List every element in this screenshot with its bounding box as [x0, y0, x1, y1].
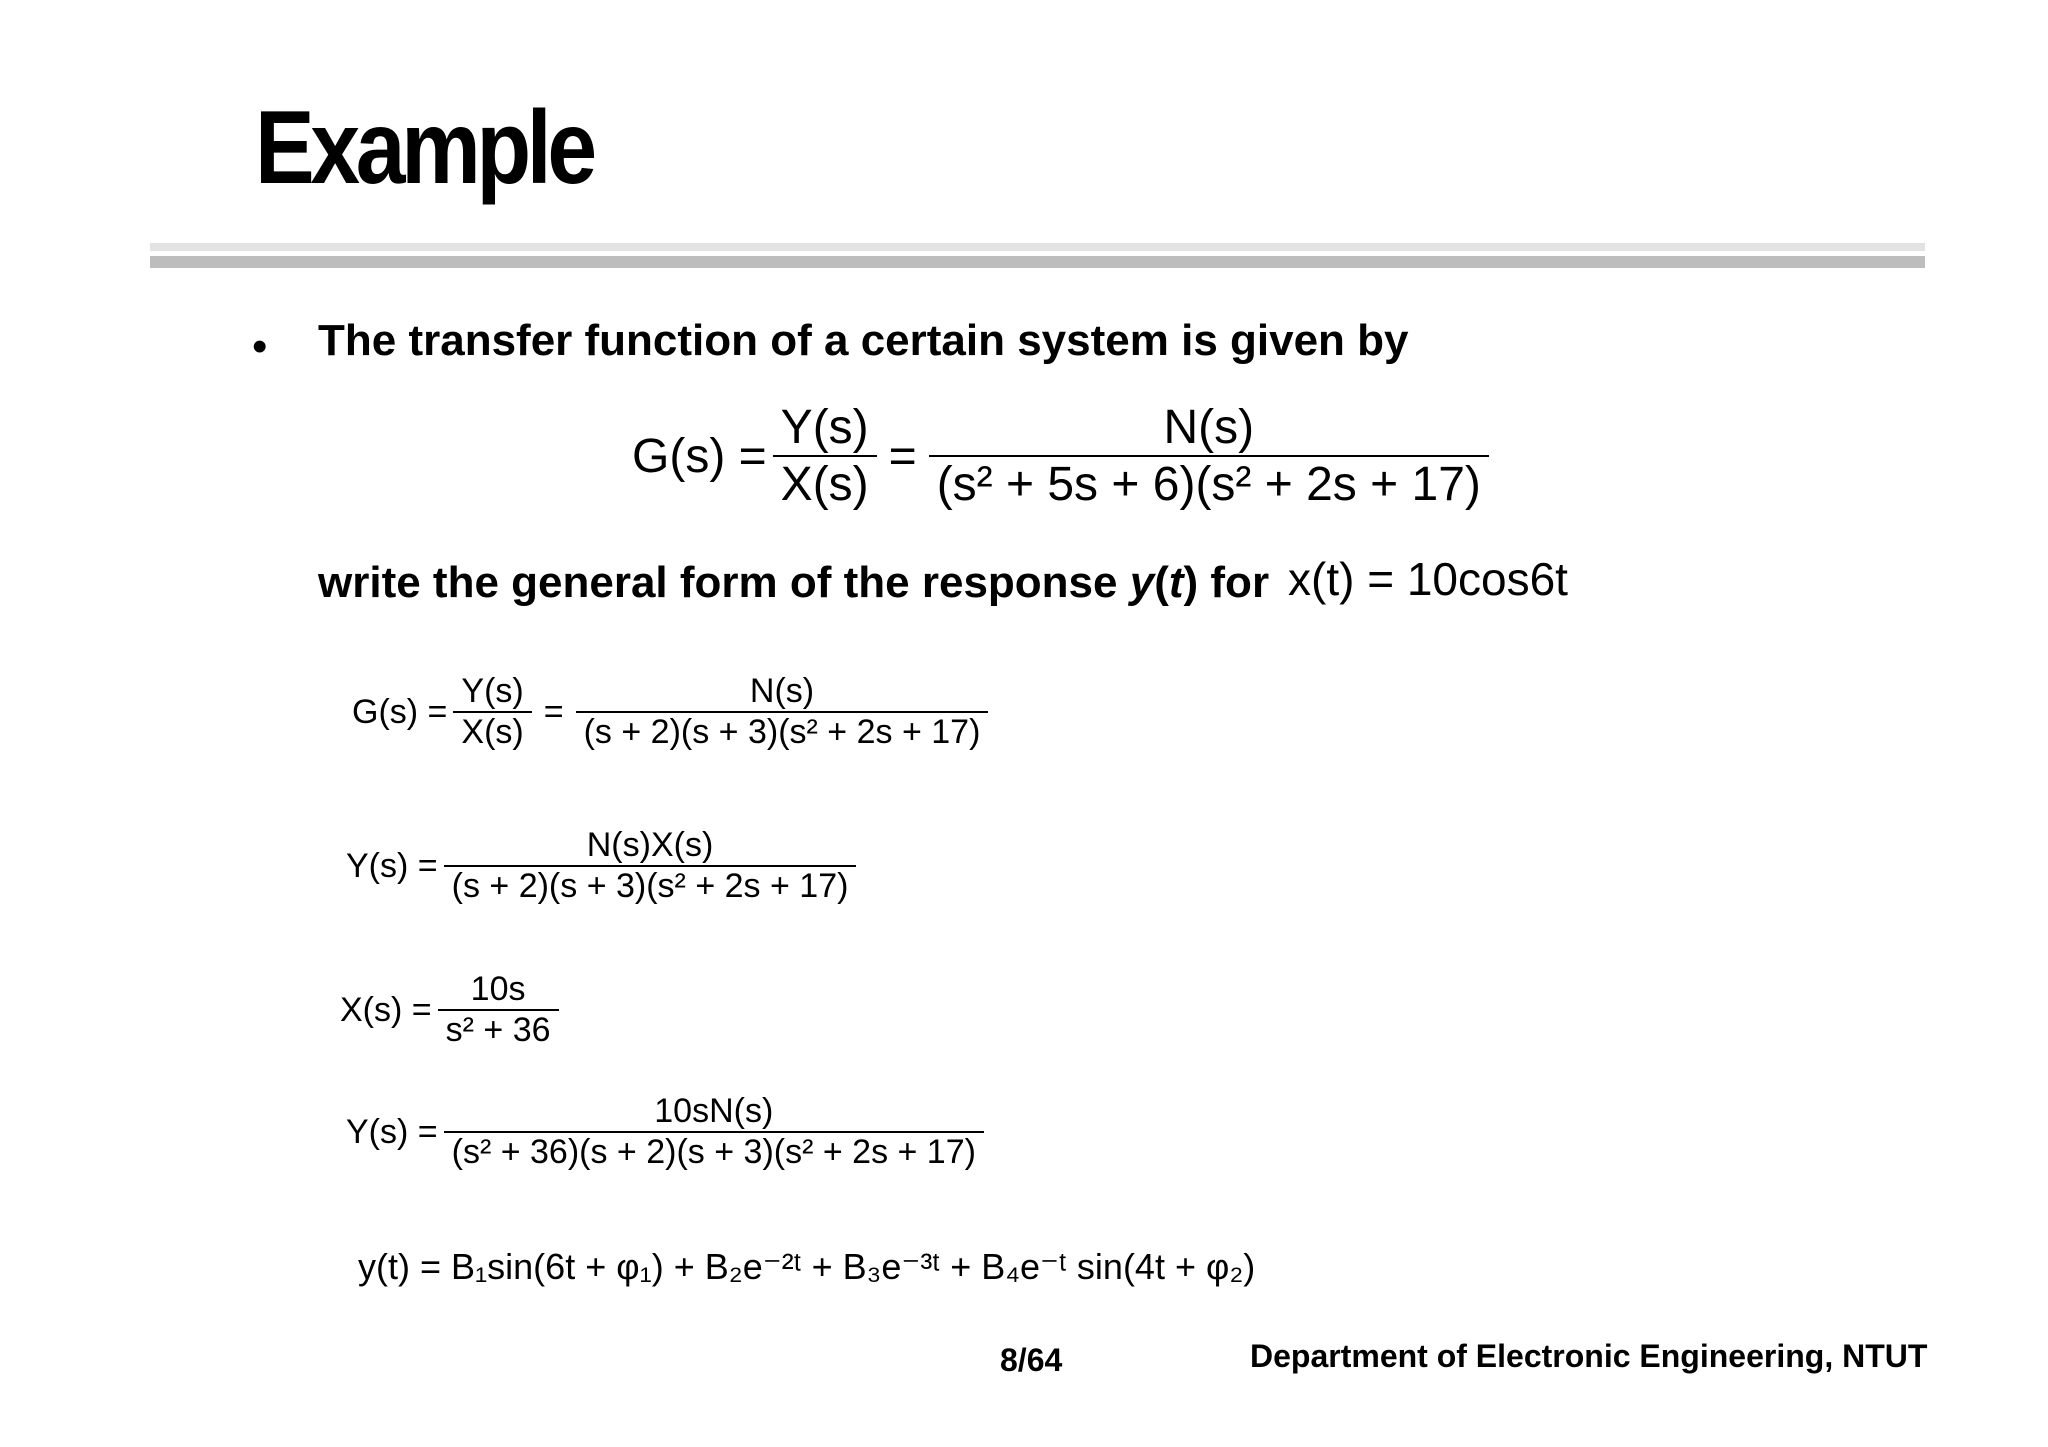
eq-fraction	[438, 970, 559, 1050]
eq-lhs: G(s) =	[632, 429, 767, 483]
equation-input-signal: x(t) = 10cos6t	[1288, 553, 1568, 605]
title-divider-light	[150, 243, 1925, 251]
equation-transfer-function: G(s) = $\frac{Y(s)}{X(s)}$ = $\frac{N(s)}{\text{(s² + 5s + 6)(s² + 2s + 17)}}$	[632, 400, 1495, 512]
eq-numerator: 10s	[470, 970, 526, 1008]
bullet-icon: •	[252, 322, 268, 371]
eq-denominator: s² + 36	[438, 1009, 559, 1050]
eq-lhs: Y(s) =	[346, 1112, 438, 1151]
footer-department: Department of Electronic Engineering, NTUT	[1250, 1338, 1928, 1374]
equation-Y-full	[346, 1092, 990, 1172]
slide-title: Example	[255, 90, 593, 206]
eq-denominator: (s² + 36)(s + 2)(s + 3)(s² + 2s + 17)	[444, 1131, 984, 1172]
page-number: 8/64	[1000, 1342, 1063, 1378]
eq-denominator: (s + 2)(s + 3)(s² + 2s + 17)	[576, 711, 989, 752]
eq-numerator: N(s)	[1163, 401, 1255, 454]
eq-numerator: N(s)	[749, 672, 815, 710]
eq-lhs: G(s) =	[352, 692, 448, 731]
eq-denominator: (s² + 5s + 6)(s² + 2s + 17)	[929, 455, 1489, 512]
eq-fraction-ratio	[453, 672, 531, 752]
eq-numerator: Y(s)	[461, 672, 524, 710]
question-text: write the general form of the response y(t) for	[318, 558, 1270, 607]
eq-fraction	[444, 826, 857, 906]
equation-y-time: y(t) = B₁sin(6t + φ₁) + B₂e⁻²ᵗ + B₃e⁻³ᵗ + B₄e⁻ᵗ sin(4t + φ₂)	[358, 1246, 1256, 1287]
eq-denominator: (s + 2)(s + 3)(s² + 2s + 17)	[444, 865, 857, 906]
eq-fraction-poly	[929, 400, 1489, 512]
equation-Y-general	[346, 826, 862, 906]
eq-lhs: X(s) =	[340, 990, 432, 1029]
title-divider-dark	[150, 256, 1925, 268]
eq-numerator: N(s)X(s)	[586, 826, 714, 864]
equation-G-factored: G(s) = $\frac{Y(s)}{X(s)}$ = $\frac{N(s)}{\text{(s + 2)(s + 3)(s² + 2s + 17)}}$	[352, 672, 994, 752]
equation-X-laplace	[340, 970, 565, 1050]
eq-fraction-ratio	[773, 400, 877, 512]
eq-numerator: 10sN(s)	[654, 1092, 774, 1130]
intro-text: The transfer function of a certain system is given by	[318, 316, 1409, 365]
eq-denominator: X(s)	[773, 455, 877, 512]
eq-fraction-poly	[576, 672, 989, 752]
eq-denominator: X(s)	[453, 711, 531, 752]
eq-numerator: Y(s)	[780, 401, 869, 454]
eq-lhs: Y(s) =	[346, 846, 438, 885]
eq-fraction	[444, 1092, 984, 1172]
